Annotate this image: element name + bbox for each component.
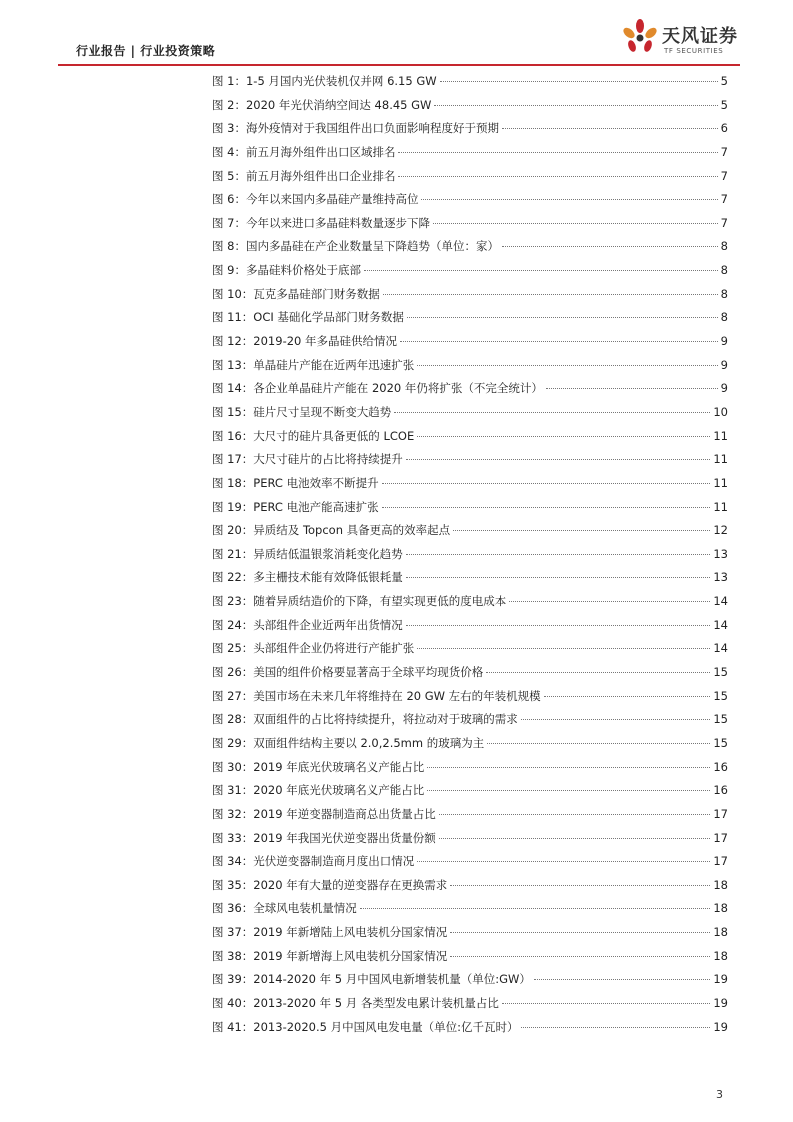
toc-entry[interactable] [212,144,728,168]
figure-page-number: 11 [713,499,728,514]
figure-label: 图 39： [212,972,254,987]
toc-entry[interactable] [212,168,728,192]
toc-entry[interactable] [212,617,728,641]
toc-entry[interactable] [212,640,728,664]
leader-dots [406,459,711,460]
figure-title: 2013-2020 年 5 月 各类型发电累计装机量占比 [253,995,499,1010]
figure-label: 图 14： [212,381,254,396]
toc-entry[interactable] [212,735,728,759]
figure-label: 图 4： [212,144,246,159]
leader-dots [440,81,718,82]
figure-page-number: 15 [713,688,728,703]
leader-dots [450,885,710,886]
figure-page-number: 18 [713,925,728,940]
figure-label: 图 22： [212,570,254,585]
toc-entry[interactable] [212,215,728,239]
figure-title: 光伏逆变器制造商月度出口情况 [253,854,415,869]
toc-entry[interactable] [212,711,728,735]
figure-label: 图 30： [212,759,254,774]
figure-label: 图 41： [212,1019,254,1034]
figure-label: 图 9： [212,263,246,278]
leader-dots [406,554,711,555]
figure-label: 图 25： [212,641,254,656]
figure-title: PERC 电池产能高速扩张 [253,499,379,514]
toc-entry[interactable] [212,522,728,546]
figure-label: 图 23： [212,594,254,609]
leader-dots [521,719,711,720]
brand-name: 天风证券 [662,26,738,47]
flower-logo-icon [620,18,660,58]
leader-dots [406,625,711,626]
figure-page-number: 11 [713,475,728,490]
figure-title: 瓦克多晶硅部门财务数据 [253,286,380,301]
figure-label: 图 13： [212,357,254,372]
figure-page-number: 16 [713,783,728,798]
toc-entry[interactable] [212,357,728,381]
figure-label: 图 34： [212,854,254,869]
figure-label: 图 5： [212,168,246,183]
header-title: 行业报告 | 行业投资策略 [76,44,216,58]
figure-title: 2020 年光伏消纳空间达 48.45 GW [245,97,432,112]
toc-entry[interactable] [212,191,728,215]
leader-dots [521,1027,710,1028]
figure-page-number: 18 [713,901,728,916]
leader-dots [427,790,710,791]
toc-entry[interactable] [212,238,728,262]
figure-title: 国内多晶硅在产企业数量呈下降趋势（单位：家） [245,239,499,254]
figure-page-number: 17 [713,830,728,845]
figure-title: 各企业单晶硅片产能在 2020 年仍将扩张（不完全统计） [253,381,543,396]
figure-table-of-contents [212,73,728,1042]
figure-page-number: 15 [713,735,728,750]
figure-title: 单晶硅片产能在近两年迅速扩张 [253,357,415,372]
figure-title: 美国市场在未来几年将维持在 20 GW 左右的年装机规模 [253,688,541,703]
figure-title: 2019 年底光伏玻璃名义产能占比 [253,759,425,774]
toc-entry[interactable] [212,546,728,570]
figure-page-number: 16 [713,759,728,774]
leader-dots [439,838,711,839]
figure-title: 2013-2020.5 月中国风电发电量（单位:亿千瓦时） [253,1019,519,1034]
figure-label: 图 21： [212,546,254,561]
figure-title: 前五月海外组件出口企业排名 [245,168,396,183]
figure-page-number: 7 [720,168,728,183]
figure-label: 图 2： [212,97,246,112]
figure-title: 今年以来国内多晶硅产量维持高位 [245,192,419,207]
figure-label: 图 29： [212,735,254,750]
brand-subtitle: TF SECURITIES [664,47,724,55]
figure-label: 图 17： [212,452,254,467]
leader-dots [450,956,710,957]
figure-title: 头部组件企业仍将进行产能扩张 [253,641,415,656]
toc-entry[interactable] [212,475,728,499]
page-number: 3 [716,1088,723,1101]
leader-dots [502,246,718,247]
figure-page-number: 7 [720,192,728,207]
figure-label: 图 16： [212,428,254,443]
toc-entry[interactable] [212,428,728,452]
figure-page-number: 8 [720,286,728,301]
toc-entry[interactable] [212,97,728,121]
figure-page-number: 19 [713,972,728,987]
toc-entry[interactable] [212,404,728,428]
toc-entry[interactable] [212,688,728,712]
toc-entry[interactable] [212,451,728,475]
figure-label: 图 12： [212,334,254,349]
leader-dots [427,767,710,768]
figure-page-number: 13 [713,546,728,561]
figure-label: 图 31： [212,783,254,798]
toc-entry[interactable] [212,806,728,830]
figure-label: 图 26： [212,665,254,680]
leader-dots [534,979,710,980]
figure-title: 今年以来进口多晶硅料数量逐步下降 [245,215,430,230]
figure-label: 图 8： [212,239,246,254]
toc-entry[interactable] [212,309,728,333]
figure-page-number: 15 [713,712,728,727]
figure-page-number: 17 [713,806,728,821]
figure-title: 2019-20 年多晶硅供给情况 [253,334,398,349]
toc-entry[interactable] [212,333,728,357]
figure-label: 图 40： [212,995,254,1010]
toc-entry[interactable] [212,664,728,688]
leader-dots [360,908,711,909]
leader-dots [502,1003,710,1004]
figure-label: 图 15： [212,404,254,419]
toc-entry[interactable] [212,995,728,1019]
leader-dots [434,105,717,106]
leader-dots [417,648,710,649]
toc-entry[interactable] [212,286,728,310]
figure-label: 图 7： [212,215,246,230]
figure-page-number: 17 [713,854,728,869]
figure-page-number: 8 [720,310,728,325]
figure-page-number: 11 [713,428,728,443]
toc-entry[interactable] [212,120,728,144]
toc-entry[interactable] [212,593,728,617]
toc-entry[interactable] [212,924,728,948]
brand-logo [620,18,740,64]
leader-dots [486,672,710,673]
figure-page-number: 19 [713,995,728,1010]
leader-dots [394,412,710,413]
toc-entry[interactable] [212,900,728,924]
toc-entry[interactable] [212,262,728,286]
figure-page-number: 11 [713,452,728,467]
toc-entry[interactable] [212,569,728,593]
leader-dots [509,601,710,602]
header-divider [58,64,740,66]
leader-dots [453,530,710,531]
toc-entry[interactable] [212,499,728,523]
leader-dots [417,365,717,366]
figure-title: OCI 基础化学品部门财务数据 [253,310,404,325]
figure-label: 图 3： [212,121,246,136]
figure-label: 图 35： [212,877,254,892]
figure-page-number: 5 [720,97,728,112]
figure-page-number: 18 [713,877,728,892]
leader-dots [382,483,711,484]
figure-label: 图 27： [212,688,254,703]
toc-entry[interactable] [212,380,728,404]
toc-entry[interactable] [212,830,728,854]
figure-page-number: 14 [713,641,728,656]
figure-page-number: 13 [713,570,728,585]
figure-page-number: 9 [720,334,728,349]
toc-entry[interactable] [212,971,728,995]
leader-dots [421,199,717,200]
figure-title: 2019 年新增海上风电装机分国家情况 [253,948,448,963]
figure-title: 全球风电装机量情况 [253,901,357,916]
leader-dots [417,861,710,862]
figure-label: 图 6： [212,192,246,207]
figure-label: 图 11： [212,310,254,325]
leader-dots [398,152,717,153]
figure-label: 图 33： [212,830,254,845]
toc-entry[interactable] [212,73,728,97]
figure-label: 图 18： [212,475,254,490]
figure-label: 图 20： [212,523,254,538]
leader-dots [400,341,718,342]
figure-title: 多晶硅料价格处于底部 [245,263,361,278]
toc-entry[interactable] [212,948,728,972]
figure-page-number: 19 [713,1019,728,1034]
figure-label: 图 36： [212,901,254,916]
figure-title: 1-5 月国内光伏装机仅并网 6.15 GW [245,74,437,88]
leader-dots [439,814,711,815]
figure-page-number: 15 [713,665,728,680]
leader-dots [407,317,718,318]
leader-dots [433,223,718,224]
figure-page-number: 14 [713,594,728,609]
figure-page-number: 8 [720,239,728,254]
figure-title: 大尺寸的硅片具备更低的 LCOE [253,428,415,443]
figure-title: PERC 电池效率不断提升 [253,475,379,490]
figure-title: 2019 年新增陆上风电装机分国家情况 [253,925,448,940]
figure-page-number: 7 [720,144,728,159]
figure-title: 2020 年有大量的逆变器存在更换需求 [253,877,448,892]
leader-dots [398,176,717,177]
toc-entry[interactable] [212,1019,728,1043]
figure-label: 图 28： [212,712,254,727]
figure-page-number: 8 [720,263,728,278]
figure-title: 头部组件企业近两年出货情况 [253,617,403,632]
figure-page-number: 18 [713,948,728,963]
figure-label: 图 1： [212,74,246,88]
leader-dots [546,388,718,389]
figure-title: 异质结及 Topcon 具备更高的效率起点 [253,523,451,538]
figure-title: 双面组件的占比将持续提升，将拉动对于玻璃的需求 [253,712,518,727]
leader-dots [502,128,718,129]
leader-dots [406,577,711,578]
figure-title: 美国的组件价格要显著高于全球平均现货价格 [253,665,484,680]
figure-label: 图 19： [212,499,254,514]
figure-page-number: 5 [720,74,728,88]
figure-label: 图 10： [212,286,254,301]
figure-page-number: 9 [720,357,728,372]
figure-title: 2020 年底光伏玻璃名义产能占比 [253,783,425,798]
figure-title: 随着异质结造价的下降，有望实现更低的度电成本 [253,594,507,609]
figure-page-number: 7 [720,215,728,230]
figure-title: 双面组件结构主要以 2.0,2.5mm 的玻璃为主 [253,735,485,750]
figure-page-number: 10 [713,404,728,419]
leader-dots [417,436,710,437]
figure-page-number: 6 [720,121,728,136]
figure-label: 图 24： [212,617,254,632]
toc-entry[interactable] [212,877,728,901]
figure-title: 异质结低温银浆消耗变化趋势 [253,546,403,561]
leader-dots [382,507,711,508]
toc-entry[interactable] [212,782,728,806]
leader-dots [487,743,710,744]
toc-entry[interactable] [212,853,728,877]
figure-title: 海外疫情对于我国组件出口负面影响程度好于预期 [245,121,499,136]
leader-dots [544,696,711,697]
figure-label: 图 38： [212,948,254,963]
figure-page-number: 14 [713,617,728,632]
figure-title: 硅片尺寸呈现不断变大趋势 [253,404,392,419]
figure-title: 大尺寸硅片的占比将持续提升 [253,452,403,467]
figure-label: 图 37： [212,925,254,940]
page-header [0,0,793,66]
figure-title: 多主栅技术能有效降低银耗量 [253,570,403,585]
figure-title: 2019 年我国光伏逆变器出货量份额 [253,830,436,845]
figure-title: 2019 年逆变器制造商总出货量占比 [253,806,436,821]
figure-title: 2014-2020 年 5 月中国风电新增装机量（单位:GW） [253,972,531,987]
leader-dots [450,932,710,933]
figure-title: 前五月海外组件出口区域排名 [245,144,396,159]
toc-entry[interactable] [212,759,728,783]
figure-label: 图 32： [212,806,254,821]
figure-page-number: 9 [720,381,728,396]
figure-page-number: 12 [713,523,728,538]
leader-dots [383,294,718,295]
leader-dots [364,270,718,271]
